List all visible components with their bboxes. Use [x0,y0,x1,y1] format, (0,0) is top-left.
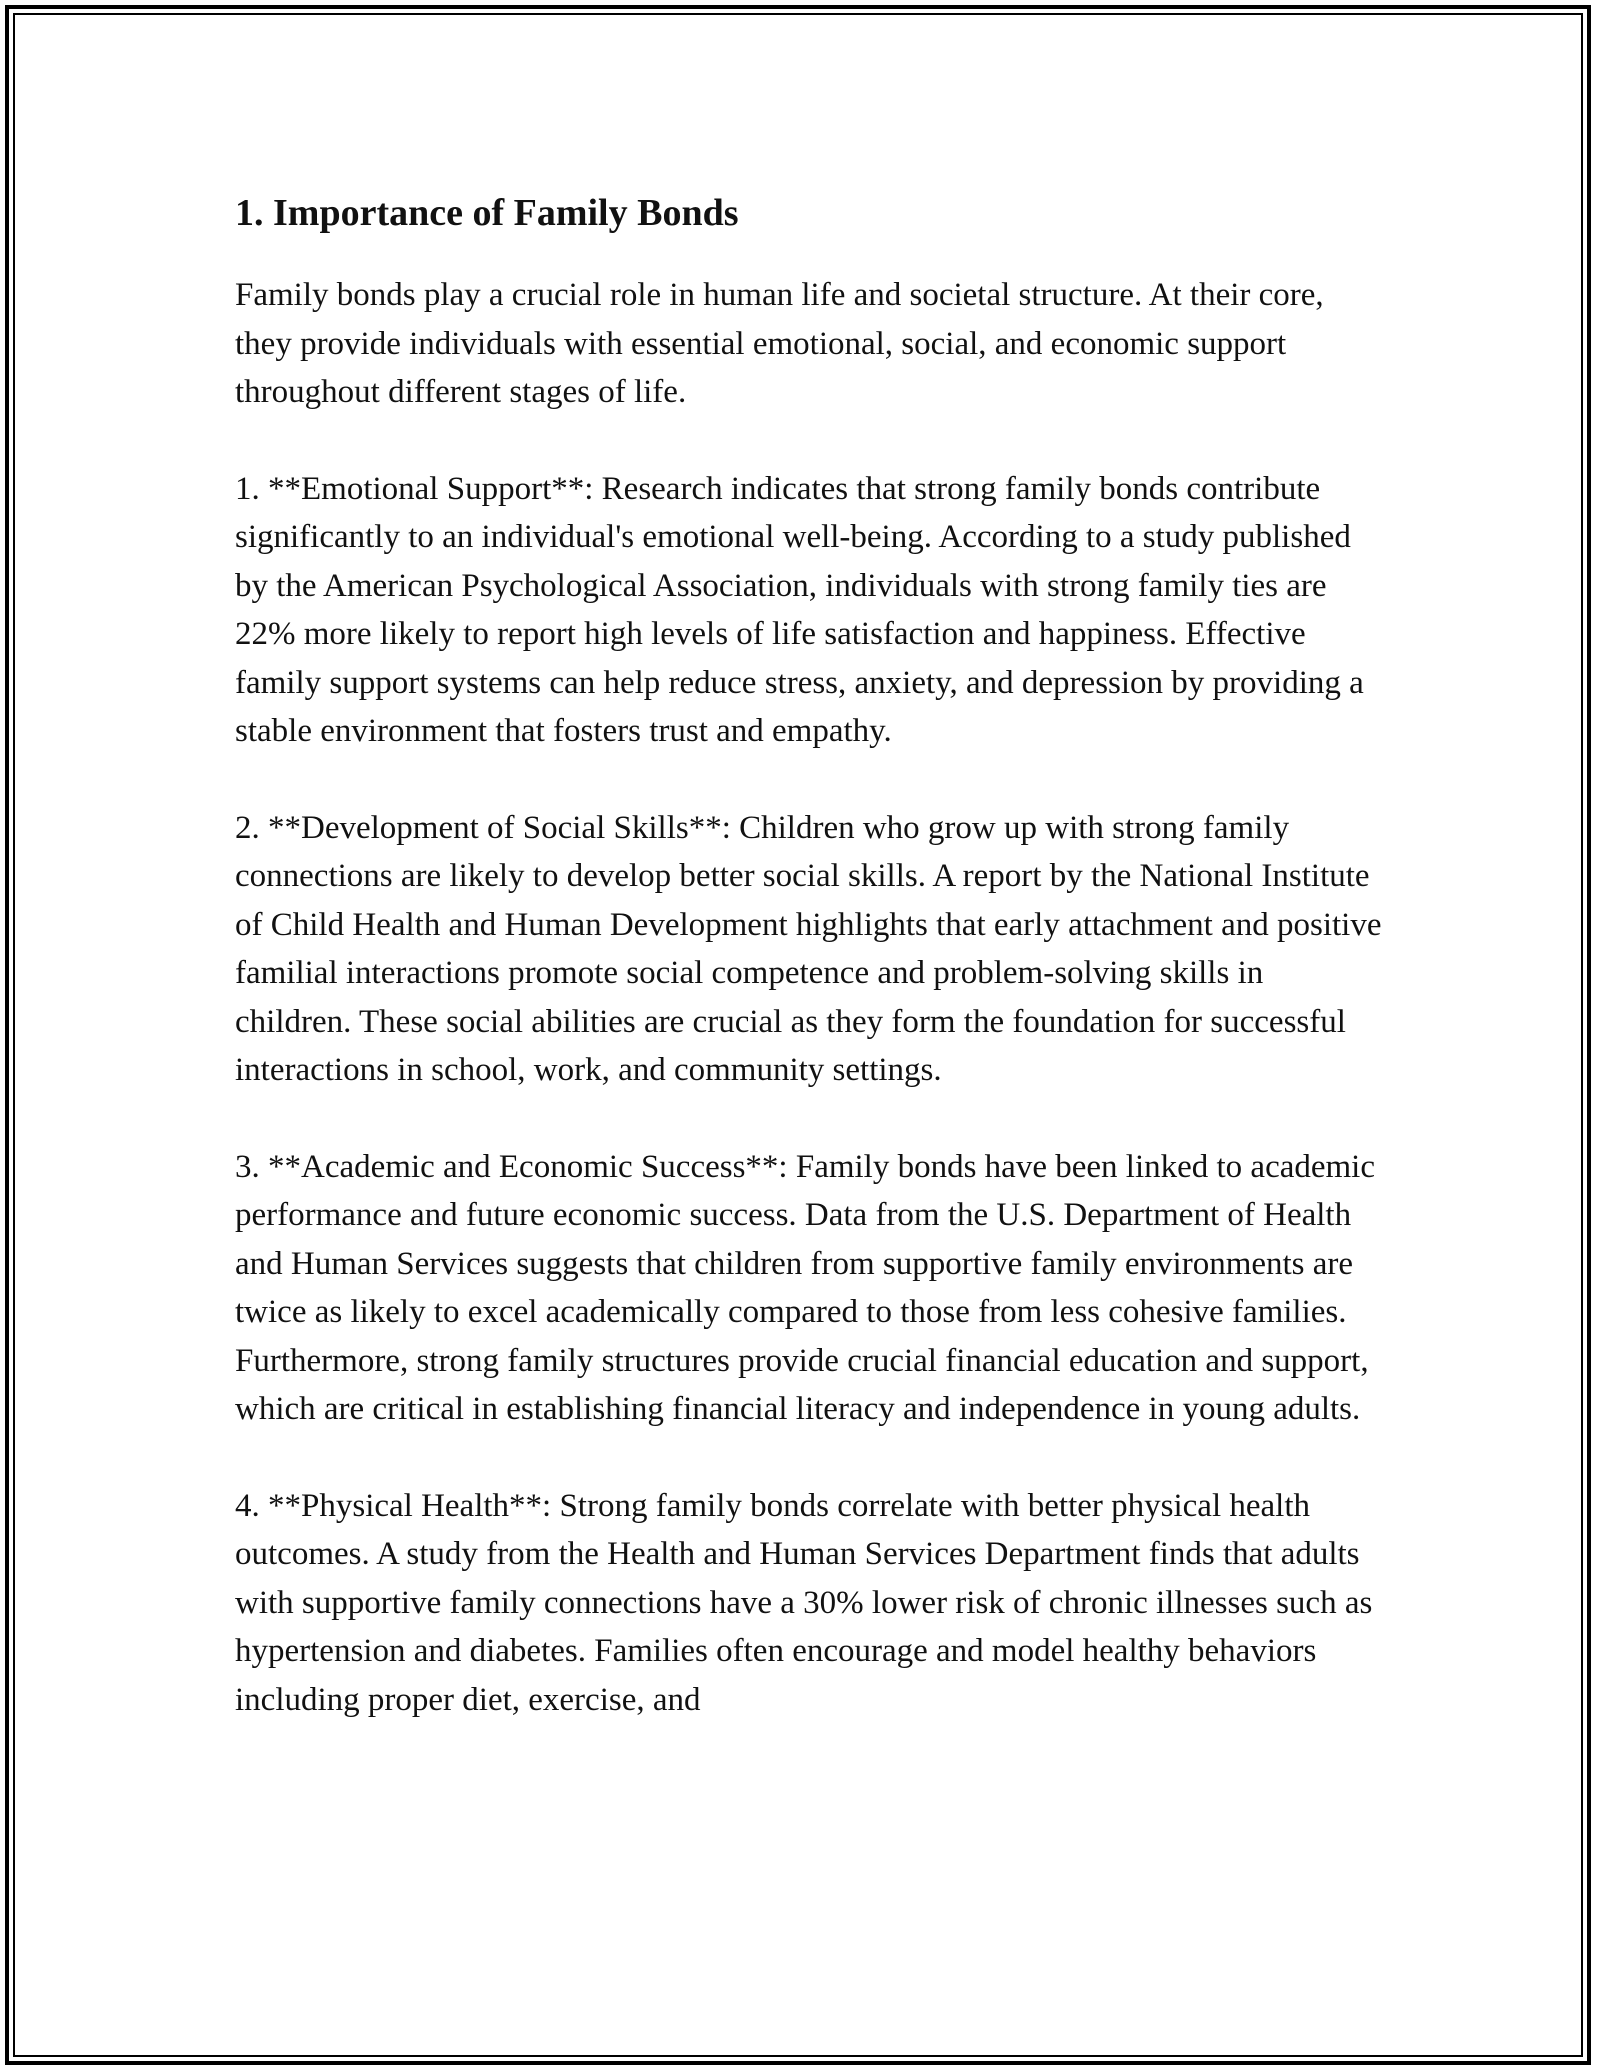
section-heading: 1. Importance of Family Bonds [235,192,739,234]
document-body [235,185,1385,1772]
physical-health-paragraph: 4. **Physical Health**: Strong family bonds correlate with better physical health outcomes. A study from the Health and Human Services Department finds that adults with supportive family connections have a 30% lower risk of chronic illnesses such as hypertension and diabetes. Families often encourage and model healthy behaviors including proper diet, exercise, and [235,1487,1373,1718]
intro-paragraph: Family bonds play a crucial role in human life and societal structure. At their core, they provide individuals with essential emotional, social, and economic support throughout different stages of life. [235,277,1324,410]
emotional-support-paragraph: 1. **Emotional Support**: Research indicates that strong family bonds contribute significantly to an individual's emotional well-being. According to a study published by the American Psychological Association, individuals with strong family ties are 22% more likely to report high levels of life satisfaction and happiness. Effective family support systems can help reduce stress, anxiety, and depression by providing a stable environment that fosters trust and empathy. [235,470,1364,749]
academic-economic-paragraph: 3. **Academic and Economic Success**: Family bonds have been linked to academic performance and future economic success. Data from the U.S. Department of Health and Human Services suggests that children from supportive family environments are twice as likely to excel academically compared to those from less cohesive families. Furthermore, strong family structures provide crucial financial education and support, which are critical in establishing financial literacy and independence in young adults. [235,1148,1375,1427]
social-skills-paragraph: 2. **Development of Social Skills**: Children who grow up with strong family connections are likely to develop better social skills. A report by the National Institute of Child Health and Human Development highlights that early attachment and positive familial interactions promote social competence and problem-solving skills in children. These social abilities are crucial as they form the foundation for successful interactions in school, work, and community settings. [235,809,1382,1088]
